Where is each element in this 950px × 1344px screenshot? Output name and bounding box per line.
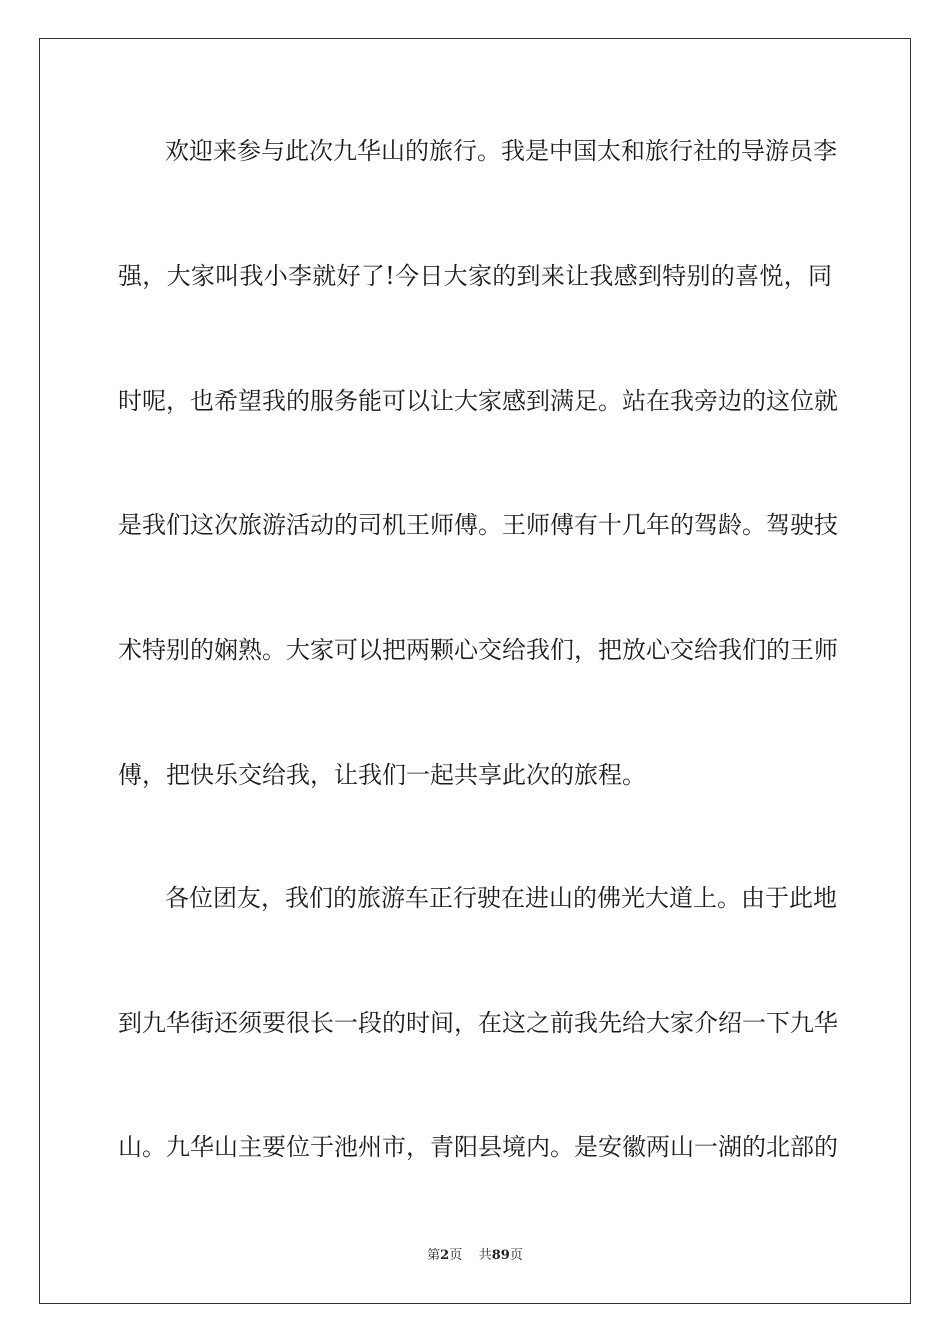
paragraph-1-line-4: 是我们这次旅游活动的司机王师傅。王师傅有十几年的驾龄。驾驶技	[118, 511, 838, 539]
footer-page-suffix: 页	[449, 1248, 463, 1263]
footer-total-number: 89	[491, 1248, 510, 1263]
page-border	[39, 38, 911, 1304]
page-footer	[0, 1247, 950, 1265]
paragraph-2-line-3: 山。九华山主要位于池州市，青阳县境内。是安徽两山一湖的北部的	[118, 1133, 838, 1161]
footer-total-suffix: 页	[509, 1248, 523, 1263]
paragraph-2-line-2: 到九华街还须要很长一段的时间，在这之前我先给大家介绍一下九华	[118, 1009, 838, 1037]
paragraph-2-line-1: 各位团友，我们的旅游车正行驶在进山的佛光大道上。由于此地	[165, 884, 837, 912]
paragraph-1-line-6: 傅，把快乐交给我，让我们一起共享此次的旅程。	[118, 761, 646, 789]
footer-page-number: 2	[440, 1248, 450, 1263]
paragraph-1-line-2: 强，大家叫我小李就好了!今日大家的到来让我感到特别的喜悦，同	[118, 262, 832, 290]
paragraph-1-line-1: 欢迎来参与此次九华山的旅行。我是中国太和旅行社的导游员李	[165, 137, 837, 165]
footer-total-prefix: 共	[478, 1248, 492, 1263]
paragraph-1-line-3: 时呢，也希望我的服务能可以让大家感到满足。站在我旁边的这位就	[118, 387, 838, 415]
footer-page-prefix: 第	[427, 1248, 441, 1263]
paragraph-1-line-5: 术特别的娴熟。大家可以把两颗心交给我们，把放心交给我们的王师	[118, 636, 838, 664]
